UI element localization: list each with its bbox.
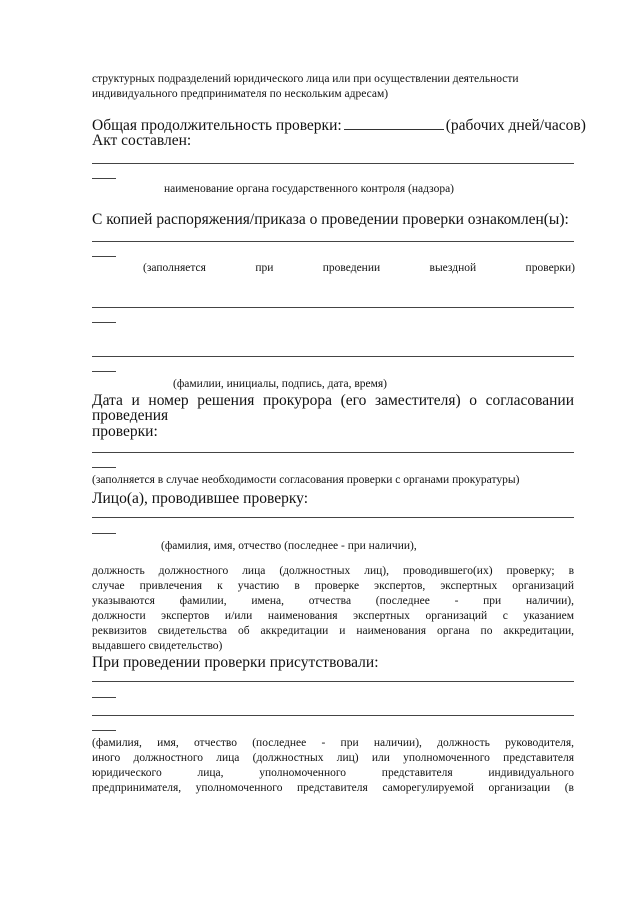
fill-note-word: (заполняется — [143, 262, 206, 274]
present-field-line-2[interactable] — [92, 715, 574, 716]
sign-field-line-2[interactable] — [92, 356, 574, 357]
fill-note — [143, 262, 575, 274]
prosecutor-line-3: проверки: — [92, 423, 158, 440]
sign-field-stub-2 — [92, 371, 116, 372]
intro-line-1: структурных подразделений юридического лица или при осуществлении деятельности — [92, 73, 519, 85]
present-desc-line: (фамилия, имя, отчество (последнее - при наличии), должность руководителя, — [92, 737, 574, 749]
present-field-stub-2 — [92, 730, 116, 731]
fill-note-word: выездной — [429, 262, 477, 274]
present-desc-line: юридического лица, уполномоченного представителя индивидуального — [92, 767, 574, 779]
duration-label: Общая продолжительность проверки: — [92, 117, 342, 134]
act-field-stub — [92, 178, 116, 179]
act-label: Акт составлен: — [92, 132, 192, 149]
inspector-desc-line: должности экспертов и/или наименования экспертных организаций с указанием — [92, 610, 574, 622]
copy-label: С копией распоряжения/приказа о проведении проверки ознакомлен(ы): — [92, 211, 569, 228]
fill-note-word: проверки) — [525, 262, 575, 274]
present-field-line-1[interactable] — [92, 681, 574, 682]
intro-line-2: индивидуального предпринимателя по нескольким адресам) — [92, 88, 389, 100]
prosecutor-note: (заполняется в случае необходимости согласования проверки с органами прокуратуры) — [92, 474, 520, 486]
inspector-desc-line: реквизитов свидетельства об аккредитации и наименования органа по аккредитации, — [92, 625, 574, 637]
prosecutor-field-stub — [92, 467, 116, 468]
copy-field-line[interactable] — [92, 241, 574, 242]
inspector-desc-line: случае привлечения к участию в проверке экспертов, экспертных организаций — [92, 580, 574, 592]
prosecutor-line-1: Дата и номер решения прокурора (его заместителя) о согласовании — [92, 392, 574, 409]
present-desc-line: предпринимателя, уполномоченного представителя саморегулируемой организации (в — [92, 782, 574, 794]
sign-field-stub-1 — [92, 322, 116, 323]
duration-field[interactable] — [344, 115, 444, 130]
sign-field-line-1[interactable] — [92, 307, 574, 308]
act-field-line[interactable] — [92, 163, 574, 164]
prosecutor-field-line[interactable] — [92, 452, 574, 453]
inspector-label: Лицо(а), проводившее проверку: — [92, 490, 309, 507]
inspector-desc-line: выдавшего свидетельство) — [92, 640, 223, 652]
inspector-caption: (фамилия, имя, отчество (последнее - при наличии), — [161, 540, 417, 552]
inspector-field-stub — [92, 533, 116, 534]
inspector-desc-line: должность должностного лица (должностных лиц), проводившего(их) проверку; в — [92, 565, 574, 577]
fill-note-word: проведении — [322, 262, 381, 274]
fill-note-word: при — [255, 262, 274, 274]
present-desc-line: иного должностного лица (должностных лиц) или уполномоченного представителя — [92, 752, 574, 764]
inspector-desc-line: указываются фамилии, имена, отчества (последнее - при наличии), — [92, 595, 574, 607]
sign-caption: (фамилии, инициалы, подпись, дата, время) — [173, 378, 387, 390]
duration-unit: (рабочих дней/часов) — [445, 117, 586, 134]
act-caption: наименование органа государственного контроля (надзора) — [164, 183, 454, 195]
present-field-stub-1 — [92, 697, 116, 698]
copy-field-stub — [92, 256, 116, 257]
present-label: При проведении проверки присутствовали: — [92, 654, 379, 671]
prosecutor-line-2: проведения — [92, 407, 169, 424]
inspector-field-line[interactable] — [92, 517, 574, 518]
